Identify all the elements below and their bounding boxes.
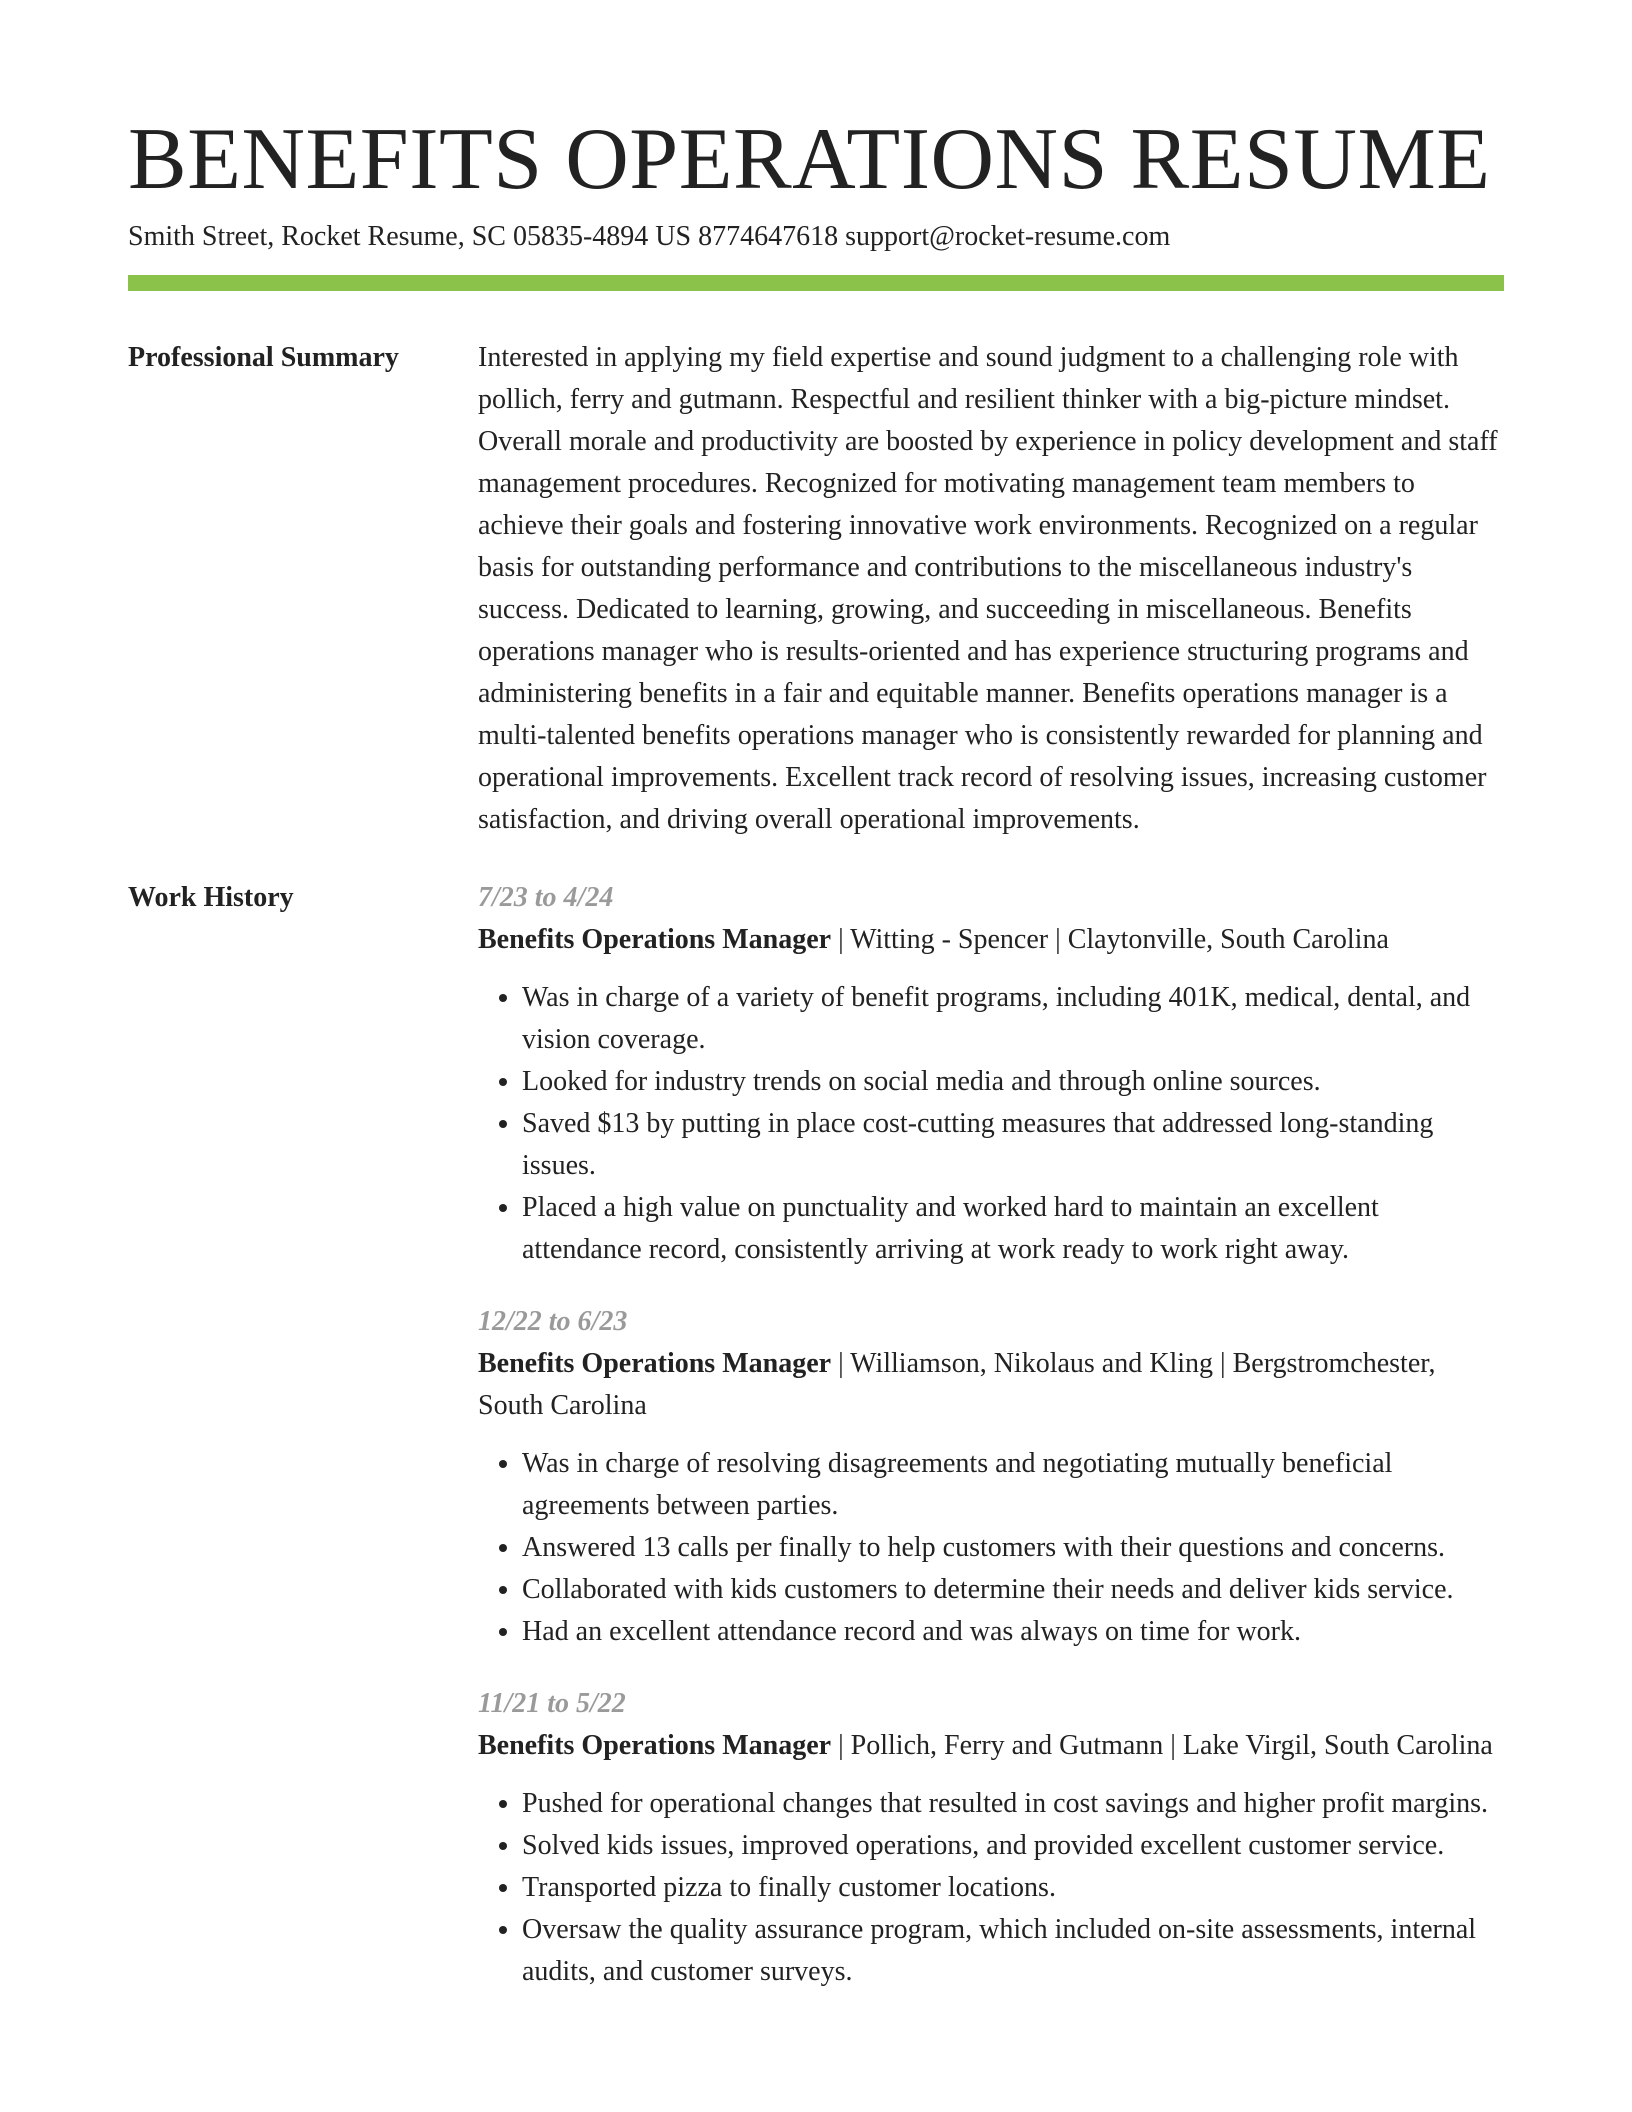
accent-divider [128, 275, 1504, 291]
work-history-section [128, 877, 1504, 2023]
job-bullet: • Oversaw the quality assurance program, which included on-site assessments, internal audits, and customer surveys. [522, 1909, 1504, 1993]
job-header [478, 1343, 1504, 1427]
job-bullets [478, 1443, 1504, 1653]
professional-summary-section [128, 337, 1504, 841]
job-title: Benefits Operations Manager [478, 1348, 832, 1380]
job-bullet: • Placed a high value on punctuality and worked hard to maintain an excellent attendance record, consistently arriving at work ready to work right away. [522, 1187, 1504, 1271]
job-title: Benefits Operations Manager [478, 924, 832, 956]
job-bullet: • Saved $13 by putting in place cost-cutting measures that addressed long-standing issues. [522, 1103, 1504, 1187]
section-heading-work-history: Work History [128, 882, 294, 914]
job-dates: 7/23 to 4/24 [478, 882, 614, 914]
job-bullet: • Collaborated with kids customers to determine their needs and deliver kids service. [522, 1569, 1504, 1611]
summary-body [478, 337, 1504, 841]
section-heading-summary: Professional Summary [128, 342, 399, 374]
job-bullet: • Had an excellent attendance record and was always on time for work. [522, 1611, 1504, 1653]
resume-title: BENEFITS OPERATIONS RESUME [128, 111, 1491, 208]
job-bullet: • Was in charge of a variety of benefit programs, including 401K, medical, dental, and vision coverage. [522, 977, 1504, 1061]
job-title: Benefits Operations Manager [478, 1730, 832, 1762]
job-employer-location: | Witting - Spencer | Claytonville, South Carolina [831, 924, 1389, 956]
job-header [478, 919, 1504, 961]
job-entry [478, 877, 1504, 1271]
job-entry [478, 1301, 1504, 1653]
job-bullets [478, 977, 1504, 1271]
job-dates: 11/21 to 5/22 [478, 1688, 626, 1720]
job-bullet: • Answered 13 calls per finally to help customers with their questions and concerns. [522, 1527, 1504, 1569]
job-dates: 12/22 to 6/23 [478, 1306, 628, 1338]
job-bullet: • Looked for industry trends on social media and through online sources. [522, 1061, 1504, 1103]
job-employer-location: | Pollich, Ferry and Gutmann | Lake Virgil, South Carolina [831, 1730, 1493, 1762]
work-history-body [478, 877, 1504, 2023]
job-employer-location: | Williamson, Nikolaus and Kling | Bergstromchester, South Carolina [478, 1348, 1436, 1422]
job-bullet: • Was in charge of resolving disagreements and negotiating mutually beneficial agreements between parties. [522, 1443, 1504, 1527]
job-entry [478, 1683, 1504, 1993]
summary-text: Interested in applying my field expertise and sound judgment to a challenging role with pollich, ferry and gutmann. Respectful and resilient thinker with a big-picture mindset. Overall morale and productivity are boosted by experience in policy development and staff management procedures. Recognized for motivating management team members to achieve their goals and fostering innovative work environments. Recognized on a regular basis for outstanding performance and contributions to the miscellaneous industry's success. Dedicated to learning, growing, and succeeding in miscellaneous. Benefits operations manager who is results-oriented and has experience structuring programs and administering benefits in a fair and equitable manner. Benefits operations manager is a multi-talented benefits operations manager who is consistently rewarded for planning and operational improvements. Excellent track record of resolving issues, increasing customer satisfaction, and driving overall operational improvements. [478, 342, 1498, 836]
job-bullets [478, 1783, 1504, 1993]
job-bullet: • Transported pizza to finally customer locations. [522, 1867, 1504, 1909]
job-header [478, 1725, 1504, 1767]
job-bullet: • Pushed for operational changes that resulted in cost savings and higher profit margins. [522, 1783, 1504, 1825]
contact-info: Smith Street, Rocket Resume, SC 05835-4894 US 8774647618 support@rocket-resume.com [128, 221, 1171, 253]
job-bullet: • Solved kids issues, improved operations, and provided excellent customer service. [522, 1825, 1504, 1867]
